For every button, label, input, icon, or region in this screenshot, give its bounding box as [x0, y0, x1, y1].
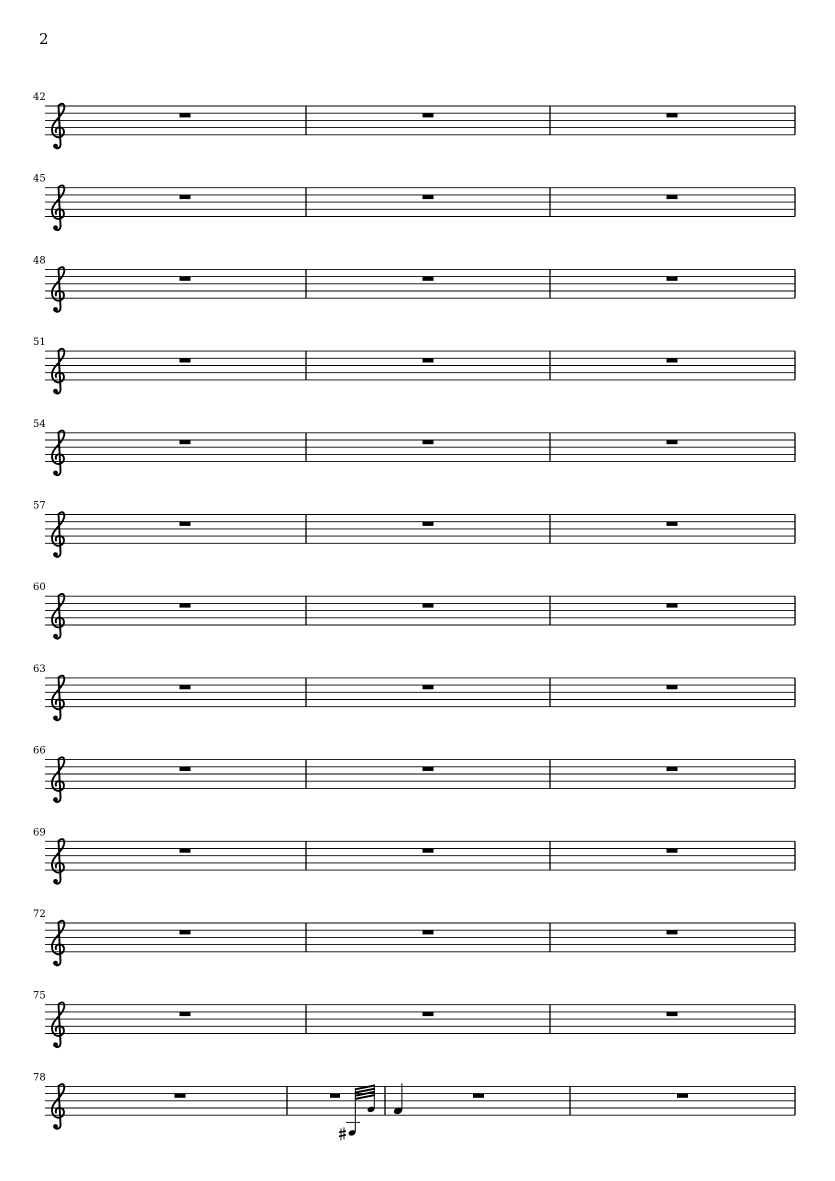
staff-system — [33, 1072, 795, 1140]
treble-clef-icon — [52, 185, 64, 230]
measure-number: 69 — [33, 827, 46, 839]
whole-rest-icon — [180, 685, 191, 689]
whole-rest-icon — [180, 930, 191, 934]
whole-rest-icon — [330, 1094, 340, 1098]
treble-clef-icon — [52, 431, 64, 476]
staff-system — [33, 746, 795, 803]
measure-number: 45 — [33, 173, 46, 185]
staff-system — [33, 827, 795, 884]
whole-rest-icon — [667, 767, 678, 771]
whole-rest-icon — [667, 849, 678, 853]
sharp-stroke — [339, 1131, 346, 1133]
whole-rest-icon — [667, 930, 678, 934]
whole-rest-icon — [473, 1094, 484, 1098]
staff-system — [33, 582, 795, 638]
staff-system — [33, 991, 795, 1048]
measure-number: 66 — [33, 745, 46, 757]
whole-rest-icon — [423, 522, 434, 526]
measure-number: 78 — [33, 1072, 46, 1084]
whole-rest-icon — [677, 1094, 688, 1098]
measure-number: 48 — [33, 255, 46, 267]
whole-rest-icon — [180, 1012, 191, 1016]
whole-rest-icon — [667, 603, 678, 607]
treble-clef-icon — [52, 104, 64, 149]
measure-number: 75 — [33, 990, 46, 1002]
whole-rest-icon — [175, 1094, 186, 1098]
whole-rest-icon — [423, 358, 434, 362]
whole-rest-icon — [180, 603, 191, 607]
sharp-stroke — [339, 1135, 346, 1137]
staff-system — [33, 909, 795, 965]
whole-rest-icon — [180, 767, 191, 771]
treble-clef-icon — [52, 839, 64, 884]
treble-clef-icon — [52, 1084, 64, 1129]
whole-rest-icon — [423, 440, 434, 444]
staff-system — [33, 92, 795, 149]
whole-rest-icon — [667, 358, 678, 362]
measure-number: 42 — [33, 92, 46, 103]
staff-system — [33, 255, 795, 312]
page-number: 2 — [39, 30, 49, 48]
whole-rest-icon — [180, 358, 191, 362]
whole-rest-icon — [667, 522, 678, 526]
whole-rest-icon — [423, 849, 434, 853]
staff-system — [33, 337, 795, 394]
whole-rest-icon — [423, 113, 434, 117]
whole-rest-icon — [667, 440, 678, 444]
whole-rest-icon — [423, 685, 434, 689]
whole-rest-icon — [667, 685, 678, 689]
treble-clef-icon — [52, 349, 64, 394]
whole-rest-icon — [180, 522, 191, 526]
whole-rest-icon — [180, 277, 191, 281]
whole-rest-icon — [667, 1012, 678, 1016]
measure-number: 72 — [33, 909, 46, 920]
whole-rest-icon — [667, 113, 678, 117]
staff-system — [33, 174, 795, 231]
whole-rest-icon — [423, 277, 434, 281]
whole-rest-icon — [667, 277, 678, 281]
whole-rest-icon — [180, 440, 191, 444]
sharp-icon — [339, 1127, 346, 1140]
whole-rest-icon — [667, 195, 678, 199]
whole-rest-icon — [423, 767, 434, 771]
whole-rest-icon — [423, 195, 434, 199]
whole-rest-icon — [180, 195, 191, 199]
treble-clef-icon — [52, 512, 64, 557]
whole-rest-icon — [423, 930, 434, 934]
measure-number: 57 — [33, 500, 46, 512]
staff-system — [33, 501, 795, 557]
treble-clef-icon — [52, 921, 64, 966]
measure-number: 63 — [33, 663, 46, 675]
whole-rest-icon — [423, 603, 434, 607]
whole-rest-icon — [180, 849, 191, 853]
treble-clef-icon — [52, 267, 64, 312]
staff-system — [33, 419, 795, 476]
treble-clef-icon — [52, 594, 64, 639]
treble-clef-icon — [52, 1002, 64, 1047]
measure-number: 60 — [33, 582, 46, 594]
measure-number: 54 — [33, 418, 46, 430]
treble-clef-icon — [52, 676, 64, 721]
whole-rest-icon — [180, 113, 191, 117]
whole-rest-icon — [423, 1012, 434, 1016]
treble-clef-icon — [52, 757, 64, 802]
measure-number: 51 — [33, 337, 46, 349]
staff-system — [33, 664, 795, 720]
